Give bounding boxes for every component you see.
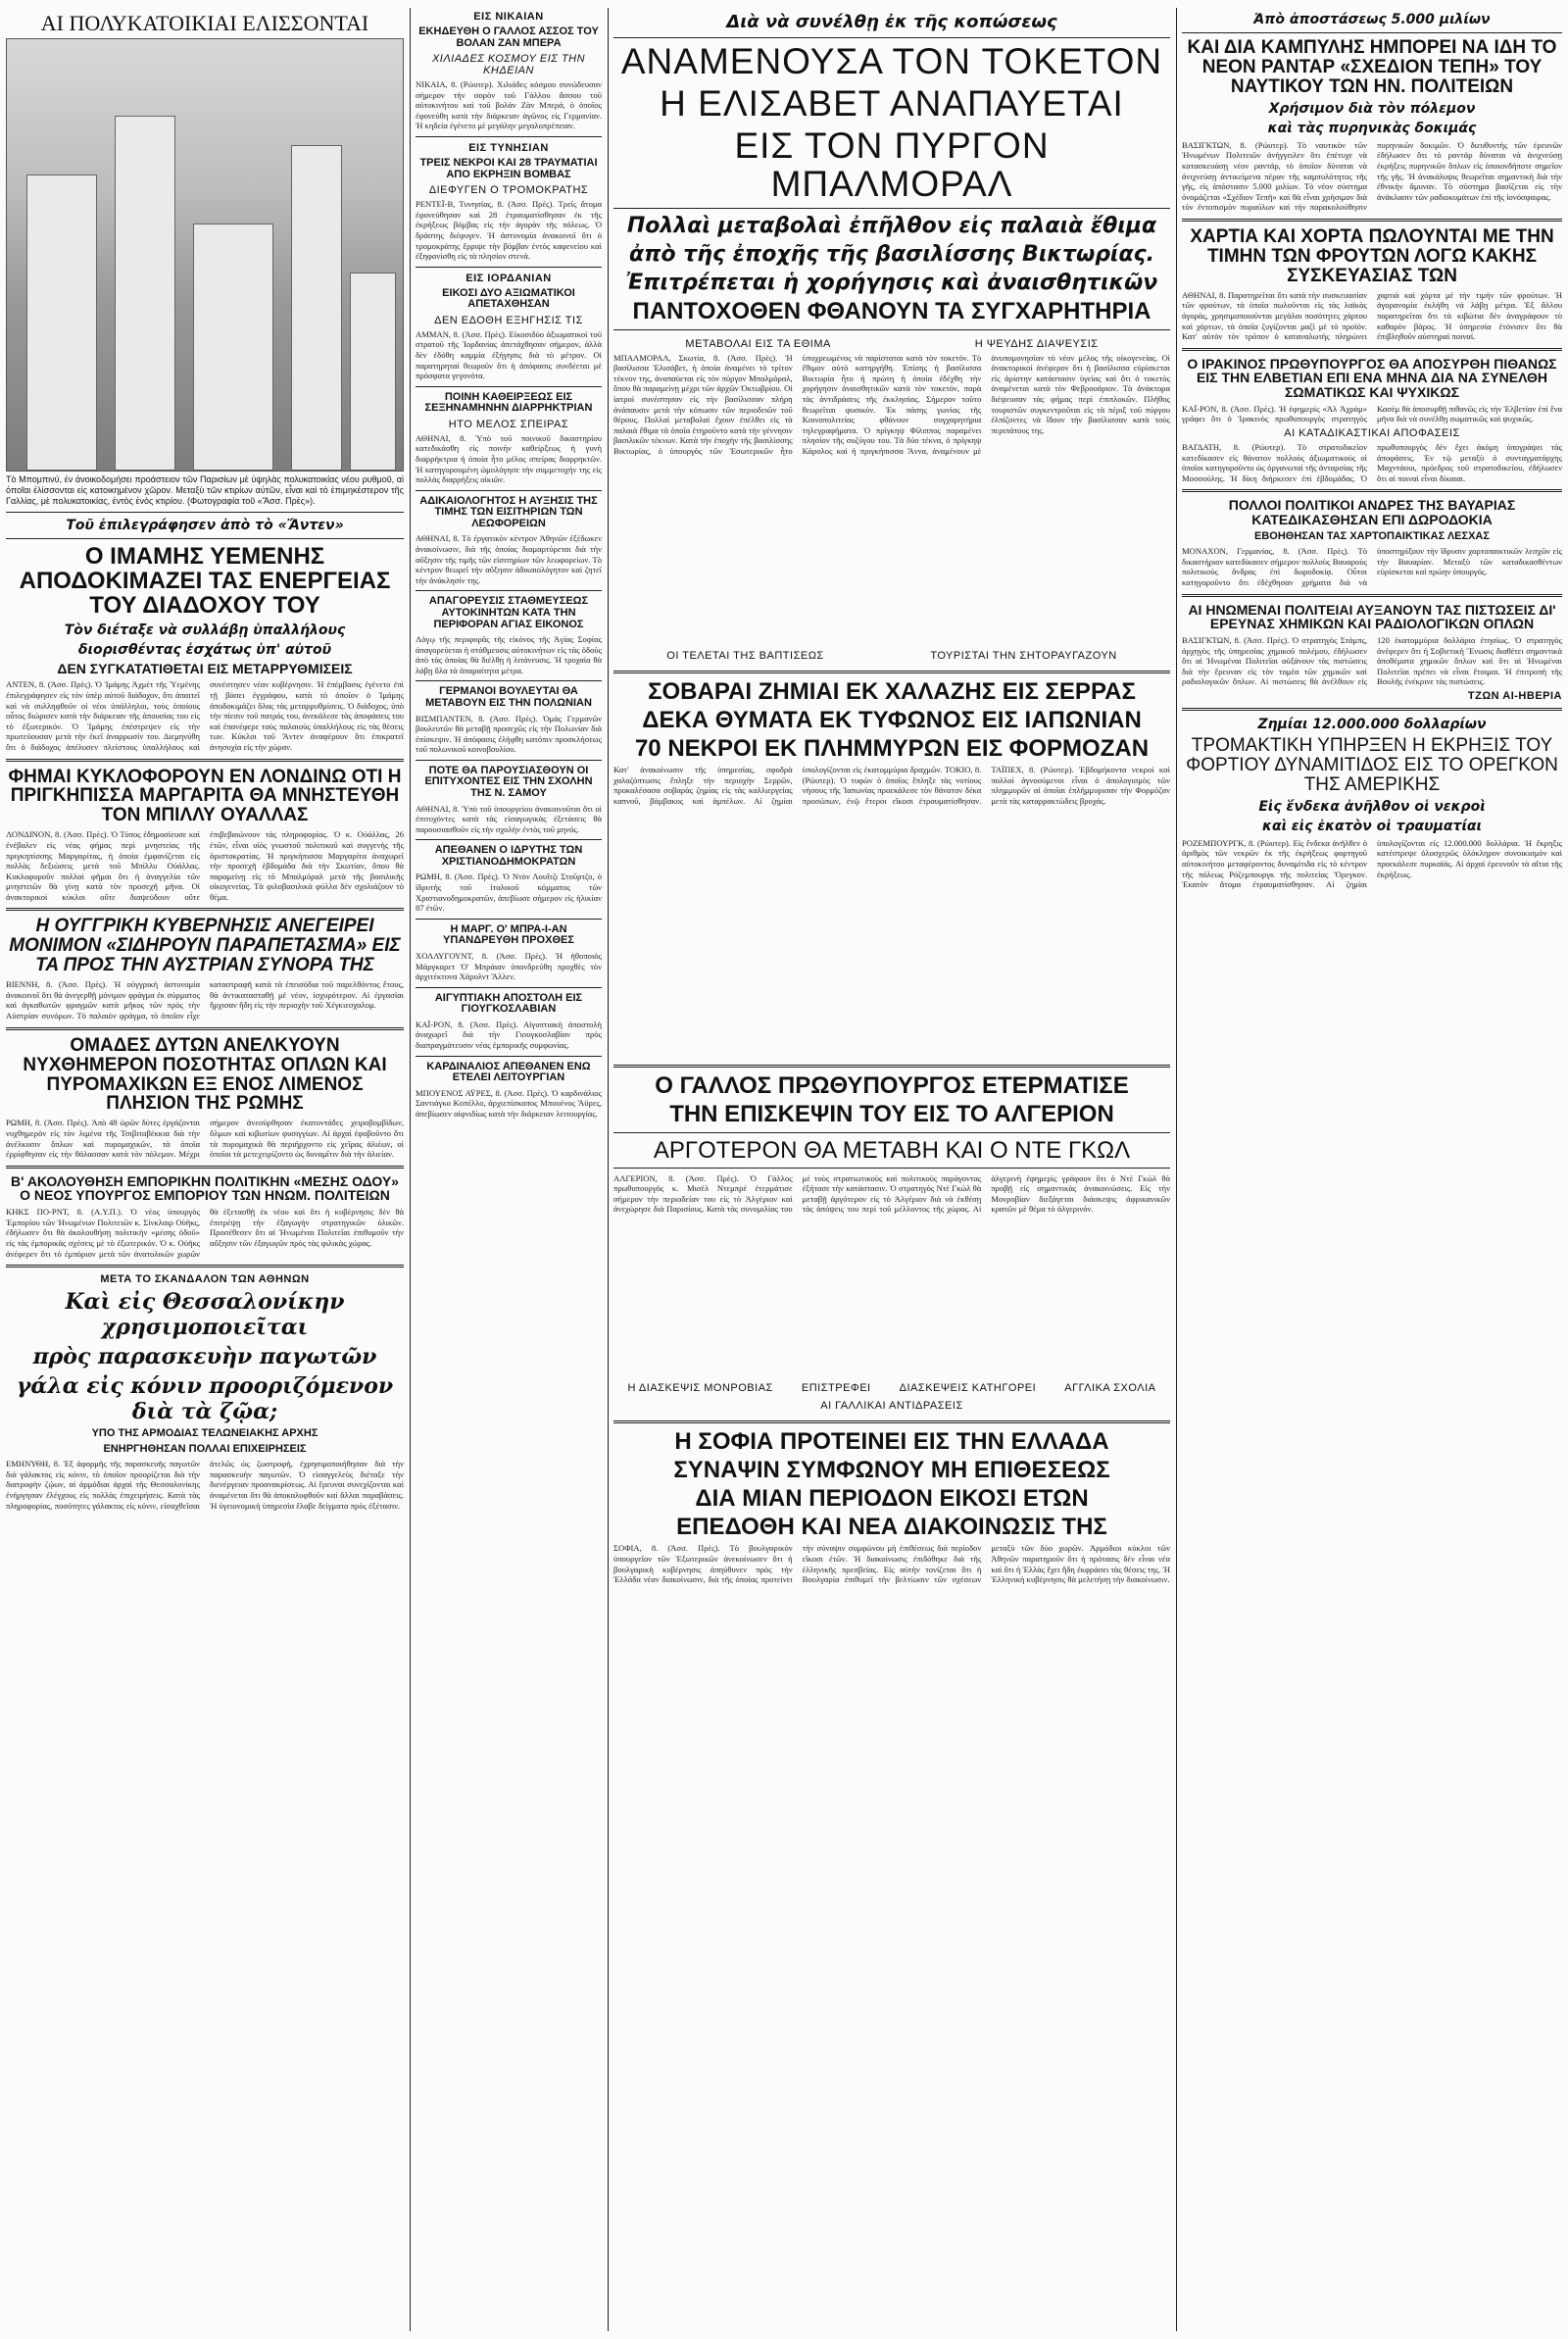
article-headline: ΕΙΚΟΣΙ ΔΥΟ ΑΞΙΩΜΑΤΙΚΟΙ ΑΠΕΤΑΧΘΗΣΑΝ [442, 286, 575, 311]
article-subhead: ΕΝΗΡΓΗΘΗΣΑΝ ΠΟΛΛΑΙ ΕΠΙΧΕΙΡΗΣΕΙΣ [103, 1442, 307, 1455]
article-body: ΡΩΜΗ, 8. (Ἀσσ. Πρὲς). Ὁ Ντὸν Λουΐτζι Στοῦρτζο, ὁ ἱδρυτὴς τοῦ ἰταλικοῦ κόμματος τῶν Χριστιανοδημοκρατῶν, ἀπεβίωσε σήμερον εἰς ἡλικίαν 87 ἐτῶν. [416, 871, 602, 914]
article-body: ΚΗΚΣ ΠΟ-ΡΝΤ, 8. (Α.Υ.Π.). Ὁ νέος ὑπουργὸς Ἐμπορίου τῶν Ἡνωμένων Πολιτειῶν κ. Σίνκλαιρ Οὐῆκς, ἐδήλωσεν ὅτι θὰ ἀκολουθήσῃ πολιτικὴν «μέσης ὁδοῦ» εἰς τὰς ἐμπορικὰς σχέσεις μὲ τὸ ἐξωτερικόν. Ὁ κ. Οὐῆκς ἀνέφερεν ὅτι τὸ ἐμπόριον μετὰ τῶν ἀνατολικῶν χωρῶν θὰ ἐξετασθῇ ἐκ νέου καὶ ὅτι ἡ κυβέρνησις δὲν θὰ ἐπιτρέψῃ τὴν ἐξαγωγὴν στρατηγικῶν ὑλικῶν. Προσέθεσεν ὅτι αἱ Ἡνωμέναι Πολιτεῖαι ἐπιθυμοῦν τὴν αὔξησιν τῶν ἐξαγωγῶν πρὸς τὰς φιλικὰς χώρας. [6, 1207, 404, 1259]
article-headline: ΤΡΕΙΣ ΝΕΚΡΟΙ ΚΑΙ 28 ΤΡΑΥΜΑΤΙΑΙ ΑΠΟ ΕΚΡΗΞΙΝ ΒΟΜΒΑΣ [419, 157, 598, 180]
article-headline: ΠΟΙΝΗ ΚΑΘΕΙΡΞΕΩΣ ΕΙΣ ΣΕΞΗΝΑΜΗΝΗΝ ΔΙΑΡΡΗΚΤΡΙΑΝ [424, 390, 593, 415]
article-headline: Ο ΓΑΛΛΟΣ ΠΡΩΘΥΠΟΥΡΓΟΣ ΕΤΕΡΜΑΤΙΣΕ [655, 1072, 1129, 1100]
article-subhead: διορισθέντας ἐσχάτως ὑπ' αὐτοῦ [77, 641, 332, 658]
article-headline: ΑΙ ΗΝΩΜΕΝΑΙ ΠΟΛΙΤΕΙΑΙ ΑΥΞΑΝΟΥΝ ΤΑΣ ΠΙΣΤΩΣΕΙΣ ΔΙ' ΕΡΕΥΝΑΣ ΧΗΜΙΚΩΝ ΚΑΙ ΡΑΔΙΟΛΟΓΙΚΩΝ ΟΠΛΩΝ [1188, 601, 1556, 632]
article-body: ΒΙΕΝΝΗ, 8. (Ἀσσ. Πρὲς). Ἡ οὐγγρικὴ ἀστυνομία ἀνακοινοῖ ὅτι θὰ ἀνεγερθῇ μόνιμον φράγμα ἐκ σύρματος καὶ ἀγκαθωτῶν φραγμῶν κατὰ μῆκος τῶν πρὸς τὴν Αὐστρίαν συνόρων. Τὸ παλαιὸν φράγμα, τὸ ὁποῖον εἶχε καταστραφῆ κατὰ τὰ ἐπεισόδια τοῦ παρελθόντος ἔτους, θὰ ἀντικατασταθῇ μὲ νέον, ἰσχυρότερον. Αἱ ἐργασίαι ἤρχισαν ἤδη εἰς τὴν περιοχὴν τοῦ Χέγκιεσχαλομ. [6, 979, 404, 1021]
article-headline: Η ΕΛΙΣΑΒΕΤ ΑΝΑΠΑΥΕΤΑΙ [660, 82, 1124, 124]
article-headline: ΑΠΑΓΟΡΕΥΣΙΣ ΣΤΑΘΜΕΥΣΕΩΣ ΑΥΤΟΚΙΝΗΤΩΝ ΚΑΤΑ ΤΗΝ ΠΕΡΙΦΟΡΑΝ ΑΓΙΑΣ ΕΙΚΟΝΟΣ [428, 595, 589, 630]
article-kicker: Διὰ νὰ συνέλθῃ ἐκ τῆς κοπώσεως [726, 12, 1057, 32]
article-body: ΡΟΖΕΜΠΟΥΡΓΚ, 8. (Ρώυτερ). Εἰς ἕνδεκα ἀνῆλθεν ὁ ἀριθμὸς τῶν νεκρῶν ἐκ τῆς ἐκρήξεως φορτηγοῦ αὐτοκινήτου μεταφέροντος δυναμίτιδα εἰς τὸ κέντρον τῆς πόλεως Ρόζεμπουργκ τῆς πολιτείας Ὄρεγκον. Ἑκατὸν ἄτομα ἐτραυματίσθησαν. Αἱ ζημίαι ὑπολογίζονται εἰς 12.000.000 δολλάρια. Ἡ ἔκρηξις κατέστρεψε ὁλοσχερῶς ὁλόκληρον συνοικισμὸν καὶ προεκάλεσε πυρκαϊάς. Αἱ ἀρχαὶ ἐρευνοῦν τὰ αἴτια τῆς ἐκρήξεως. [1182, 837, 1562, 890]
article-body: ΒΙΣΜΠΑΝΤΕΝ, 8. (Ἀσσ. Πρὲς). Ὁμὰς Γερμανῶν βουλευτῶν θὰ μεταβῇ προσεχῶς εἰς τὴν Πολωνίαν διὰ ἐπίσκεψιν. Ἡ ἀπόφασις ἐλήφθη κατόπιν προσκλήσεως τοῦ πολωνικοῦ κοινοβουλίου. [416, 713, 602, 755]
article-body: ΒΑΣΙΓΚΤΩΝ, 8. (Ἀσσ. Πρὲς). Ὁ στρατηγὸς Στάμπς, ἀρχηγὸς τῆς ὑπηρεσίας χημικοῦ πολέμου, ἐδήλωσεν ὅτι αἱ Ἡνωμέναι Πολιτεῖαι αὐξάνουν τὰς πιστώσεις διὰ τὴν ἔρευναν εἰς τὸν τομέα τῶν χημικῶν καὶ ραδιολογικῶν ὅπλων. Αἱ πιστώσεις θὰ ἀνέλθουν εἰς 120 ἑκατομμύρια δολλάρια ἐτησίως. Ὁ στρατηγὸς ἀνέφερεν ὅτι ἡ Σοβιετικὴ Ἕνωσις διαθέτει σημαντικὰ ἀποθέματα χημικῶν ὅπλων καὶ ὅτι αἱ Ἡνωμέναι Πολιτεῖαι πρέπει νὰ εἶναι ἕτοιμαι. Ἡ ἐπιτροπὴ τῆς Βουλῆς ἐνέκρινε τὰς πιστώσεις. [1182, 635, 1562, 687]
article-kicker: Ζημίαι 12.000.000 δολλαρίων [1257, 717, 1487, 733]
article-body: ΑΝΤΕΝ, 8. (Ἀσσ. Πρὲς). Ὁ Ἰμάμης Ἀχμὲτ τῆς Ὑεμένης ἐπιλεγράφησεν εἰς τὸν ὑπὲρ αὐτοῦ διάδοχον, ὅτι ἀπαιτεῖ καὶ νὰ συλληφθοῦν οἱ νέοι ὑπάλληλοι, τοὺς ὁποίους οὗτος διώρισεν κατὰ τὴν διάρκειαν τῆς ἀπουσίας του εἰς τὸ ἐξωτερικόν. Ὁ Ἰμάμης ἐπέστρεψεν εἰς τὴν πρωτεύουσαν μετὰ τὴν ἐκεῖ ἀναρρωσίν του. Διεμηνύθη ὅτι ὁ διάδοχος ἀπέλυσεν πλείστους ὑπαλλήλους καὶ συνέστησεν νέαν κυβέρνησιν. Ἡ ἐπέμβασις ἐγένετο ἐπὶ τῇ βάσει ἐγγράφου, κατὰ τὸ ὁποῖον ὁ Ἰμάμης ἀποδοκιμάζει ὅλας τὰς μεταρρυθμίσεις. Ὁ διάδοχος, ὑπὸ τὴν πίεσιν τοῦ πατρός του, ἀνεκάλεσε τὰς ἀποφάσεις του καὶ ἐπανέφερε τοὺς παλαιοὺς ὑπαλλήλους εἰς τὰς θέσεις των. Κύκλοι τοῦ Ἄντεν ἀναφέρουν ὅτι ἐπικρατεῖ ἀνησυχία εἰς τὴν χώραν. [6, 679, 404, 752]
article-headline: ΑΝΑΜΕΝΟΥΣΑ ΤΟΝ ΤΟΚΕΤΟΝ [620, 41, 1163, 81]
article-body: ΚΑΪ-ΡΟΝ, 8. (Ἀσσ. Πρὲς). Αἰγυπτιακὴ ἀποστολὴ ἀναχωρεῖ διὰ τὴν Γιουγκοσλαβίαν πρὸς διαπραγμάτευσιν νέας ἐμπορικῆς συμφωνίας. [416, 1019, 602, 1050]
section-label: ΤΟΥΡΙΣΤΑΙ ΤΗΝ ΣΗΤΟΡΑΥΓΑΖΟΥΝ [930, 649, 1117, 662]
article-kicker: ΕΙΣ ΤΥΝΗΣΙΑΝ [468, 142, 549, 155]
article-subhead: Τὸν διέταξε νὰ συλλάβῃ ὑπαλλήλους [64, 622, 346, 638]
article-headline: ΚΑΙ ΔΙΑ ΚΑΜΠΥΛΗΣ ΗΜΠΟΡΕΙ ΝΑ ΙΔΗ ΤΟ ΝΕΟΝ ΡΑΝΤΑΡ «ΣΧΕΔΙΟΝ ΤΕΠΗ» ΤΟΥ ΝΑΥΤΙΚΟΥ ΤΩΝ ΗΝ. ΠΟΛΙΤΕΙΩΝ [1187, 37, 1557, 97]
article-headline: ΦΗΜΑΙ ΚΥΚΛΟΦΟΡΟΥΝ ΕΝ ΛΟΝΔΙΝΩ ΟΤΙ Η ΠΡΙΓΚΗΠΙΣΣΑ ΜΑΡΓΑΡΙΤΑ ΘΑ ΜΝΗΣΤΕΥΘΗ ΤΟΝ ΜΠΙΛΛΥ ΟΥΑΛΛΑΣ [8, 766, 402, 826]
section-label: Η ΨΕΥΔΗΣ ΔΙΑΨΕΥΣΙΣ [974, 337, 1099, 350]
article-body: ΒΑΣΙΓΚΤΩΝ, 8. (Ρώυτερ). Τὸ ναυτικὸν τῶν Ἡνωμένων Πολιτειῶν ἀνήγγειλεν ὅτι ἐπέτυχε νὰ κατασκευάσῃ νέον ραντάρ, τὸ ὁποῖον δύναται νὰ ἀνιχνεύσῃ ἀντικείμενα πέραν τῆς καμπυλότητος τῆς γῆς, εἰς ἀπόστασιν 5.000 μιλίων. Τὸ νέον σύστημα ὀνομάζεται «Σχέδιον Τεπῆ» καὶ θὰ εἶναι χρήσιμον διὰ τὸν ἐντοπισμὸν πυραύλων καὶ τὴν παρακολούθησιν πυρηνικῶν δοκιμῶν. Ὁ διευθυντὴς τῶν ἐρευνῶν ἐδήλωσεν ὅτι τὸ ραντάρ δύναται νὰ ἀνιχνεύσῃ ἐκρήξεις πυρηνικῶν ὅπλων εἰς ὁποιονδήποτε σημεῖον τῆς γῆς. Ἡ ἀνακάλυψις θεωρεῖται σημαντικὴ διὰ τὴν ἐθνικὴν ἄμυναν. Τὸ σύστημα βασίζεται εἰς τὴν ἀνάκλασιν τῶν ραδιοκυμάτων ἐπὶ τῆς ἰονόσφαιρας. [1182, 139, 1562, 213]
article-body: ΑΘΗΝΑΙ, 8. Τὸ ἐργατικὸν κέντρον Ἀθηνῶν ἐξέδωκεν ἀνακοίνωσιν, διὰ τῆς ὁποίας διαμαρτύρεται διὰ τὴν αὔξησιν τῆς τιμῆς τῶν εἰσιτηρίων τῶν λεωφορείων. Τὸ κέντρον θεωρεῖ τὴν αὔξησιν ἀδικαιολόγητον καὶ ζητεῖ τὴν ἀνάκλησίν της. [416, 533, 602, 585]
article-headline: ΣΟΒΑΡΑΙ ΖΗΜΙΑΙ ΕΚ ΧΑΛΑΖΗΣ ΕΙΣ ΣΕΡΡΑΣ [648, 677, 1136, 705]
article-headline: ΚΑΡΔΙΝΑΛΙΟΣ ΑΠΕΘΑΝΕΝ ΕΝΩ ΕΤΕΛΕΙ ΛΕΙΤΟΥΡΓΙΑΝ [426, 1060, 591, 1084]
section-label: ΑΙ ΓΑΛΛΙΚΑΙ ΑΝΤΙΔΡΑΣΕΙΣ [820, 1399, 963, 1412]
column-2 [416, 8, 602, 1119]
article-kicker: Τοῦ ἐπιλεγράφησεν ἀπὸ τὸ «Ἄντεν» [66, 518, 344, 534]
article-body: ΑΜΜΑΝ, 8. (Ἀσσ. Πρὲς). Εἰκοσιδύο ἀξιωματικοὶ τοῦ στρατοῦ τῆς Ἰορδανίας ἀπετάχθησαν σήμερον, ἀλλὰ δὲν ἐδόθη καμμία ἐξήγησις διὰ τὸ μέτρον. Οἱ παρατηρηταὶ θεωροῦν ὅτι ἡ ἀπόφασις συνδέεται μὲ πρόσφατα γεγονότα. [416, 328, 602, 381]
column-4 [1182, 8, 1562, 890]
article-headline: Η ΟΥΓΓΡΙΚΗ ΚΥΒΕΡΝΗΣΙΣ ΑΝΕΓΕΙΡΕΙ ΜΟΝΙΜΟΝ «ΣΙΔΗΡΟΥΝ ΠΑΡΑΠΕΤΑΣΜΑ» ΕΙΣ ΤΑ ΠΡΟΣ ΤΗΝ ΑΥΣΤΡΙΑΝ ΣΥΝΟΡΑ ΤΗΣ [9, 916, 401, 976]
article-headline: ΟΜΑΔΕΣ ΔΥΤΩΝ ΑΝΕΛΚΥΟΥΝ ΝΥΧΘΗΜΕΡΟΝ ΠΟΣΟΤΗΤΑΣ ΟΠΛΩΝ ΚΑΙ ΠΥΡΟΜΑΧΙΚΩΝ ΕΞ ΕΝΟΣ ΛΙΜΕΝΟΣ ΠΛΗΣΙΟΝ ΤΗΣ ΡΩΜΗΣ [23, 1034, 387, 1115]
article-headline: ΕΙΣ ΤΟΝ ΠΥΡΓΟΝ ΜΠΑΛΜΟΡΑΛ [734, 124, 1050, 204]
article-headline: Ο ΙΜΑΜΗΣ ΥΕΜΕΝΗΣ ΑΠΟΔΟΚΙΜΑΖΕΙ ΤΑΣ ΕΝΕΡΓΕΙΑΣ ΤΟΥ ΔΙΑΔΟΧΟΥ ΤΟΥ [19, 543, 391, 620]
article-headline: ΓΕΡΜΑΝΟΙ ΒΟΥΛΕΥΤΑΙ ΘΑ ΜΕΤΑΒΟΥΝ ΕΙΣ ΤΗΝ ΠΟΛΩΝΙΑΝ [425, 685, 592, 710]
article-subhead: ΗΤΟ ΜΕΛΟΣ ΣΠΕΙΡΑΣ [448, 418, 569, 430]
article-headline: 70 ΝΕΚΡΟΙ ΕΚ ΠΛΗΜΜΥΡΩΝ ΕΙΣ ΦΟΡΜΟΖΑΝ [634, 734, 1150, 762]
article-headline: ΔΕΚΑ ΘΥΜΑΤΑ ΕΚ ΤΥΦΩΝΟΣ ΕΙΣ ΙΑΠΩΝΙΑΝ [642, 706, 1142, 733]
article-subhead: ΔΕΝ ΕΔΟΘΗ ΕΞΗΓΗΣΙΣ ΤΙΣ [434, 314, 583, 326]
article-subhead: ΕΒΟΗΘΗΣΑΝ ΤΑΣ ΧΑΡΤΟΠΑΙΚΤΙΚΑΣ ΛΕΣΧΑΣ [1254, 529, 1490, 542]
section-label: ΜΕΤΑΒΟΛΑΙ ΕΙΣ ΤΑ ΕΘΙΜΑ [685, 337, 831, 350]
article-kicker: ΜΕΤΑ ΤΟ ΣΚΑΝΔΑΛΟΝ ΤΩΝ ΑΘΗΝΩΝ [100, 1273, 310, 1286]
article-headline: ΔΙΑ ΜΙΑΝ ΠΕΡΙΟΔΟΝ ΕΙΚΟΣΙ ΕΤΩΝ [695, 1485, 1089, 1513]
article-subhead: ΧΙΛΙΑΔΕΣ ΚΟΣΜΟΥ ΕΙΣ ΤΗΝ ΚΗΔΕΙΑΝ [431, 53, 586, 77]
article-headline: ΣΥΝΑΨΙΝ ΣΥΜΦΩΝΟΥ ΜΗ ΕΠΙΘΕΣΕΩΣ [673, 1456, 1110, 1483]
column-rule [608, 8, 609, 2331]
article-body: Λόγῳ τῆς περιφορᾶς τῆς εἰκόνος τῆς Ἁγίας Σοφίας ἀπαγορεύεται ἡ στάθμευσις αὐτοκινήτων εἰς τὰς ὁδοὺς ἀπὸ τὰς ὁποίας θὰ διέλθῃ ἡ λιτάνευσις. Ἡ τροχαία θὰ λάβῃ ὅλα τὰ ἀπαραίτητα μέτρα. [416, 634, 602, 675]
photo-caption: Τὸ Μπομπινύ, ἐν ἀνοικοδομήσει προάστειον τῶν Παρισίων μὲ ὑψηλὰς πολυκατοικίας νέου ρυθμοῦ, αἱ ὁποῖαι ἑλίσσονται εἰς κατοικημένον χῶρον. Μεταξὺ τῶν κτιρίων αὐτῶν, εἶναι καὶ τὸ ἐπιμηκέστερον τῆς Γαλλίας, μὲ πολυκατοικίας, ἐντὸς ἑνὸς κτιρίου. (Φωτογραφία τοῦ «Ἄσσ. Πρὲς»). [6, 474, 404, 507]
photo-apartments [6, 38, 404, 472]
article-kicker: ΕΙΣ ΙΟΡΔΑΝΙΑΝ [466, 272, 552, 284]
article-body: ΑΛΓΕΡΙΟΝ, 8. (Ἀσσ. Πρὲς). Ὁ Γάλλος πρωθυπουργὸς κ. Μισὲλ Ντεμπρὲ ἐτερμάτισε σήμερον τὴν περιοδείαν του εἰς τὸ Ἀλγέριον καὶ ἀνεχώρησε διὰ Παρισίους. Κατὰ τὰς συνομιλίας του μὲ τοὺς στρατιωτικοὺς καὶ πολιτικοὺς παράγοντας ἐξήτασε τὴν κατάστασιν. Ὁ στρατηγὸς Ντὲ Γκὼλ θὰ μεταβῇ ἀργότερον εἰς τὸ Ἀλγέριον διὰ νὰ ἐκθέσῃ τὰς ἀπόψεις του περὶ τοῦ μέλλοντος τῆς χώρας. Αἱ ἀλγερινὴ ἐφημερὶς γράφουν ὅτι ὁ Ντὲ Γκὼλ θὰ προβῇ εἰς σημαντικὰς ἀνακοινώσεις. Εἰς τὴν Μονροβίαν διεξάγεται διάσκεψις ἀφρικανικῶν κρατῶν μὲ θέμα τὸ ἀλγερινόν. [613, 1172, 1170, 1215]
article-body: ΑΘΗΝΑΙ, 8. Ὑπὸ τοῦ ὑπουργείου ἀνακοινοῦται ὅτι οἱ ἐπιτυχόντες κατὰ τὰς εἰσαγωγικὰς ἐξετάσεις θὰ παρουσιασθοῦν εἰς τὴν σχολὴν ἐντὸς τοῦ μηνός. [416, 803, 602, 834]
article-body: Κατ' ἀνακοίνωσιν τῆς ὑπηρεσίας, σφοδρὰ χαλαζόπτωσις ἔπληξε τὴν περιοχὴν Σερρῶν, προκαλέσασα σοβαρὰς ζημίας εἰς τὰς καλλιεργείας καπνοῦ, βάμβακος καὶ ἀμπέλων. Αἱ ζημίαι ὑπολογίζονται εἰς ἑκατομμύρια δραχμῶν. ΤΟΚΙΟ, 8. (Ρώυτερ). Ὁ τυφὼν ὁ ὁποῖος ἔπληξε τὰς νοτίους νήσους τῆς Ἰαπωνίας προεκάλεσε τὸν θάνατον δέκα προσώπων, ἐνῷ ἕτεροι εἴκοσι ἐτραυματίσθησαν. ΤΑΪΠΕΧ, 8. (Ρώυτερ). Ἑβδομήκοντα νεκροὶ καὶ πολλοὶ ἀγνοούμενοι εἶναι ὁ ἀπολογισμὸς τῶν πλημμυρῶν αἱ ὁποῖαι ἐπλήμμυρισαν τὴν Φορμόζαν μετὰ τὰς καταρρακτώδεις βροχάς. [613, 765, 1170, 806]
section-label: ΕΠΙΣΤΡΕΦΕΙ [801, 1381, 871, 1394]
article-subhead: ΥΠΟ ΤΗΣ ΑΡΜΟΔΙΑΣ ΤΕΛΩΝΕΙΑΚΗΣ ΑΡΧΗΣ [91, 1427, 318, 1440]
article-kicker: Ἀπὸ ἀποστάσεως 5.000 μιλίων [1253, 12, 1491, 27]
article-subhead: καὶ εἰς ἑκατὸν οἱ τραυματίαι [1262, 818, 1482, 834]
article-subhead: ΠΑΝΤΟΧΟΘΕΝ ΦΘΑΝΟΥΝ ΤΑ ΣΥΓΧΑΡΗΤΗΡΙΑ [632, 298, 1152, 325]
article-subhead: Πολλαὶ μεταβολαὶ ἐπῆλθον εἰς παλαιὰ ἔθιμα [626, 214, 1157, 239]
article-headline: ΤΡΟΜΑΚΤΙΚΗ ΥΠΗΡΞΕΝ Η ΕΚΡΗΞΙΣ ΤΟΥ ΦΟΡΤΙΟΥ ΔΥΝΑΜΙΤΙΔΟΣ ΕΙΣ ΤΟ ΟΡΕΓΚΟΝ ΤΗΣ ΑΜΕΡΙΚΗΣ [1186, 735, 1558, 795]
column-1 [6, 8, 404, 1511]
article-headline: Ο ΙΡΑΚΙΝΟΣ ΠΡΩΘΥΠΟΥΡΓΟΣ ΘΑ ΑΠΟΣΥΡΘΗ ΠΙΘΑΝΩΣ ΕΙΣ ΤΗΝ ΕΛΒΕΤΙΑΝ ΕΠΙ ΕΝΑ ΜΗΝΑ ΔΙΑ ΝΑ ΣΥΝΕΛΘΗ ΣΩΜΑΤΙΚΩΣ ΚΑΙ ΨΥΧΙΚΩΣ [1187, 355, 1557, 401]
article-headline: γάλα εἰς κόνιν προοριζόμενον διὰ τὰ ζῷα; [16, 1373, 394, 1425]
article-headline: Β' ΑΚΟΛΟΥΘΗΣΗ ΕΜΠΟΡΙΚΗΝ ΠΟΛΙΤΙΚΗΝ «ΜΕΣΗΣ ΟΔΟΥ» Ο ΝΕΟΣ ΥΠΟΥΡΓΟΣ ΕΜΠΟΡΙΟΥ ΤΩΝ ΗΝΩΜ. ΠΟΛΙΤΕΙΩΝ [11, 1172, 399, 1204]
article-signature: ΤΖΩΝ ΑΙ-ΗΒΕΡΙΑ [1467, 690, 1562, 703]
article-headline: ΠΟΛΛΟΙ ΠΟΛΙΤΙΚΟΙ ΑΝΔΡΕΣ ΤΗΣ ΒΑΥΑΡΙΑΣ ΚΑΤΕΔΙΚΑΣΘΗΣΑΝ ΕΠΙ ΔΩΡΟΔΟΚΙΑ [1228, 497, 1516, 528]
section-label: ΑΙ ΚΑΤΑΔΙΚΑΣΤΙΚΑΙ ΑΠΟΦΑΣΕΙΣ [1284, 427, 1460, 439]
article-headline: ΕΠΕΔΟΘΗ ΚΑΙ ΝΕΑ ΔΙΑΚΟΙΝΩΣΙΣ ΤΗΣ [676, 1514, 1107, 1541]
section-label: ΑΓΓΛΙΚΑ ΣΧΟΛΙΑ [1064, 1381, 1156, 1394]
article-body: ΜΟΝΑΧΟΝ, Γερμανίας, 8. (Ἀσσ. Πρὲς). Τὸ δικαστήριον κατεδίκασεν σήμερον πολλοὺς Βαυαροὺς πολιτικοὺς ἄνδρας ἐπὶ δωροδοκίᾳ. Οὗτοι κατηγοροῦντο ὅτι ἐδέχθησαν χρήματα διὰ νὰ ὑποστηρίξουν τὴν ἵδρυσιν χαρτοπαικτικῶν λεσχῶν εἰς τὴν Βαυαρίαν. Μεταξὺ τῶν καταδικασθέντων εὑρίσκεται καὶ πρώην ὑπουργός. [1182, 546, 1562, 588]
article-body: ΚΑΪ-ΡΟΝ, 8. (Ἀσσ. Πρὲς). Ἡ ἐφημερὶς «Ἀλ Ἀχράμ» γράφει ὅτι ὁ Ἰρακινὸς πρωθυπουργὸς στρατηγὸς Κασὲμ θὰ ἀποσυρθῇ πιθανῶς εἰς τὴν Ἐλβετίαν ἐπὶ ἕνα μῆνα διὰ νὰ συνέλθῃ σωματικῶς καὶ ψυχικῶς. [1182, 403, 1562, 424]
article-body: ΡΩΜΗ, 8. (Ἀσσ. Πρὲς). Ἀπὸ 48 ὡρῶν δύτες ἐργάζονται νυχθημερὸν εἰς τὸν λιμένα τῆς Τσιβιταβέκκια διὰ τὴν ἀνέλκυσιν ὅπλων καὶ πυρομαχικῶν, τὰ ὁποῖα ἐρρίφθησαν εἰς τὴν θάλασσαν κατὰ τὸν πόλεμον. Μέχρι σήμερον ἀνεσύρθησαν ἐκατοντάδες χειροβομβίδων, ὅλμων καὶ κιβωτίων φυσιγγίων. Αἱ ἀρχαὶ ἐφοβοῦντο ὅτι τὰ πυρομαχικὰ θὰ περιήρχοντο εἰς χεῖρας ἀλιέων, οἱ ὁποῖοι τὰ μετεχειρίζοντο ὡς δυναμῖτιν διὰ τὴν ἁλιείαν. [6, 1118, 404, 1160]
article-body: ΒΑΓΔΑΤΗ, 8. (Ρώυτερ). Τὸ στρατοδικεῖον κατεδίκασεν εἰς θάνατον πολλοὺς ἀξιωματικούς οἱ ὁποῖοι κατηγοροῦντο ὡς ὀργανωταὶ τῆς ἀνταρσίας τῆς Μοσσούλης. Ἡ δίκη διήρκεσεν ἐπὶ ἑβδομάδας. Ὁ πρωθυπουργὸς δὲν ἔχει ἀκόμη ὑπογράψει τὰς ἀποφάσεις. Ἐν τῷ μεταξὺ ὁ συνταγματάρχης Μαχντάουι, πρόεδρος τοῦ στρατοδικείου, ἐδήλωσεν ὅτι αἱ ποιναὶ εἶναι δίκαιαι. [1182, 442, 1562, 483]
article-kicker: ΕΙΣ ΝΙΚΑΙΑΝ [473, 11, 544, 23]
column-center [613, 8, 1170, 1768]
section-label: ΔΙΑΣΚΕΨΕΙΣ ΚΑΤΗΓΟΡΕΙ [899, 1381, 1037, 1394]
article-body: ΡΕΝΤΕΪ-Β, Τυνησίας, 8. (Ἀσσ. Πρὲς). Τρεῖς ἄτομα ἐφονεύθησαν καὶ 28 ἐτραυματίσθησαν ἐκ τῆς ἐκρήξεως βόμβας εἰς τὴν ἀγορὰν τῆς πόλεως. Ὁ δράστης διέφυγεν. Ἡ ἀστυνομία ἀνακοινοῖ ὅτι ὁ τρομοκράτης ἔρριψε τὴν βόμβαν ἐντὸς καφενείου καὶ ἐξηφανίσθη εἰς τὰ πλησίον στενά. [416, 199, 602, 262]
article-body: ΑΘΗΝΑΙ, 8. Ὑπὸ τοῦ ποινικοῦ δικαστηρίου κατεδικάσθη εἰς ποινὴν καθείρξεως ἡ γυνὴ διαρρήκτρια ἡ ὁποία ἦτο μέλος σπείρας διαρρηκτῶν. Ἡ κατηγορουμένη ὡμολόγησε τὴν συμμετοχήν της εἰς πολλὰς διαρρήξεις οἰκιῶν. [416, 432, 602, 485]
article-body: ΜΠΑΛΜΟΡΑΛ, Σκωτία, 8. (Ἀσσ. Πρὲς). Ἡ βασίλισσα Ἐλισάβετ, ἡ ὁποία ἀναμένει τὸ τρίτον τέκνον της, ἀναπαύεται εἰς τὸν πύργον Μπαλμόραλ, ὅπου θὰ παραμείνῃ μέχρι τῶν ἀρχῶν Ὀκτωβρίου. Οἱ ἰατροὶ συνέστησαν εἰς τὴν βασίλισσαν πλήρη ἀνάπαυσιν μετὰ τὴν κόπωσιν τῶν περιοδειῶν τοῦ θέρους. Πολλαὶ μεταβολαὶ ἔχουν ἐπέλθει εἰς τὰ παλαιὰ ἔθιμα τὰ ὁποῖα ἐτηροῦντο κατὰ τὴν γέννησιν βασιλικῶν τέκνων. Κατὰ τὴν ἐποχὴν τῆς βασιλίσσης Βικτωρίας, ὁ ὑπουργὸς τῶν Ἐσωτερικῶν ἦτο ὑποχρεωμένος νὰ παρίσταται κατὰ τὸν τοκετόν. Τὸ ἔθιμον αὐτὸ κατηργήθη. Ἐπίσης ἡ βασίλισσα Βικτωρία ἦτο ἡ πρώτη ἡ ὁποία ἐδέχθη τὴν χορήγησιν ἀναισθητικῶν κατὰ τὸν τοκετόν, παρὰ τὰς ἀντιδράσεις τῆς ἐκκλησίας. Σήμερον τοῦτο θεωρεῖται φυσικόν. Ἐκ πάσης γωνίας τῆς Κοινοπολιτείας φθάνουν συγχαρητήρια τηλεγραφήματα. Ὁ πρίγκηψ Φίλιππος παραμένει πλησίον τῆς συζύγου του. Τὰ δύο τέκνα, ὁ πρίγκηψ Κάρολος καὶ ἡ πριγκήπισσα Ἄννα, ἀναμένουν μὲ ἀνυπομονησίαν τὸ νέον μέλος τῆς οἰκογενείας. Οἱ ἀνακτορικοὶ ἀνέφερον ὅτι ἡ βασίλισσα εὑρίσκεται εἰς ἀρίστην κατάστασιν ὑγείας καὶ ὅτι ὁ τοκετὸς ἀναμένεται κατὰ τὸν Φεβρουάριον. Τὰ ἀνάκτορα διέψευσαν τὰς φήμας περὶ ἐπιπλοκῶν. Πλῆθος τουριστῶν συγκεντροῦται εἰς τὰ πέριξ τοῦ πύργου ἐλπίζοντες νὰ ἴδουν τὴν βασίλισσαν κατὰ τοὺς περιπάτους της. [613, 352, 1170, 456]
article-headline: ΑΙΓΥΠΤΙΑΚΗ ΑΠΟΣΤΟΛΗ ΕΙΣ ΓΙΟΥΓΚΟΣΛΑΒΙΑΝ [434, 991, 583, 1016]
article-body: ΧΟΛΛΥΓΟΥΝΤ, 8. (Ἀσσ. Πρὲς). Ἡ ἠθοποιὸς Μάργκαρετ Ὀ' Μπράιαν ὑπανδρεύθη προχθὲς τὸν ἀρχιτέκτονα Χάρολντ Ἄλλεν. [416, 950, 602, 982]
article-headline: ΑΠΕΘΑΝΕΝ Ο ΙΔΡΥΤΗΣ ΤΩΝ ΧΡΙΣΤΙΑΝΟΔΗΜΟΚΡΑΤΩΝ [434, 844, 583, 868]
article-body: ΜΠΟΥΕΝΟΣ ΑΫΡΕΣ, 8. (Ἀσσ. Πρὲς). Ὁ καρδινάλιος Σαντιάγκο Κοπέλλο, ἀρχιεπίσκοπος Μπουένος Ἄϋρες, ἀπεβίωσεν αἰφνιδίως κατὰ τὴν διάρκειαν λειτουργίας. [416, 1087, 602, 1119]
article-body: ΛΟΝΔΙΝΟΝ, 8. (Ἀσσ. Πρὲς). Ὁ Τύπος ἐδημοσίευσε καὶ ἐνέβαλεν εἰς νέας φήμας περὶ μνηστείας τῆς πριγκηπίσσης Μαργαρίτας, ἡ ὁποία ἐμφανίζεται εἰς πολλὰς δεξιώσεις μετὰ τοῦ Μπίλλυ Οὐάλλας. Κυκλοφοροῦν πολλαὶ φῆμαι ὅτι ἡ ἀναγγελία τῶν μνηστειῶν θὰ γίνῃ κατὰ τὸν προσεχῆ μῆνα. Οἱ ἀνακτορικοὶ κύκλοι οὔτε διαψεύδουν οὔτε ἐπιβεβαιώνουν τὰς πληροφορίας. Ὁ κ. Οὐάλλας, 26 ἐτῶν, εἶναι υἱὸς γνωστοῦ πολιτικοῦ καὶ συγγενὴς τῆς ἀριστοκρατίας. Ἡ πριγκήπισσα Μαργαρίτα ἀναχωρεῖ τὴν προσεχῆ ἑβδομάδα διὰ τὴν Σκωτίαν, ὅπου θὰ παραμείνῃ εἰς τὸ Μπαλμόραλ μετὰ τῆς βασιλικῆς οἰκογενείας. Τὰ φιλοβασιλικὰ φύλλα δὲν σχολιάζουν τὸ θέμα. [6, 829, 404, 902]
article-body: ΑΘΗΝΑΙ, 8. Παρατηρεῖται ὅτι κατὰ τὴν συσκευασίαν τῶν φρούτων, τὰ ὁποῖα πωλοῦνται εἰς τὰς λαϊκὰς ἀγορὰς, χρησιμοποιοῦνται μεγάλαι ποσότητες χάρτου καὶ χόρτων, τὰ ὁποῖα ζυγίζονται μαζὶ μὲ τὸ προϊόν. Κατ' αὐτὸν τὸν τρόπον ὁ καταναλωτὴς πληρώνει χαρτιὰ καὶ χόρτα μὲ τὴν τιμὴν τῶν φρούτων. Ἡ ἀγορανομία ἐκλήθη νὰ λάβῃ μέτρα. Ἐξ ἄλλου παρατηρεῖται ὅτι τὰ κιβώτια δὲν ἀναγράφουν τὸ καθαρὸν βάρος. Ἡ ὑπηρεσία ἐτόνισεν ὅτι θὰ ἐπιβληθοῦν αὐστηραὶ ποιναί. [1182, 289, 1562, 342]
column-rule [410, 8, 411, 2331]
article-body: ΝΙΚΑΙΑ, 8. (Ρώυτερ). Χιλιάδες κόσμου συνώδευσαν σήμερον τὴν σορὸν τοῦ Γάλλου ἄσσου τοῦ αὐτοκινήτου καὶ τοῦ βολὰν Ζὰν Μπερά, ὁ ὁποῖος ἐφονεύθη κατὰ τὴν διάρκειαν ἀγῶνος εἰς Γερμανίαν. Ἡ κηδεία ἐγένετο μὲ μεγάλην μεγαλοπρέπειαν. [416, 79, 602, 131]
article-subhead: ἀπὸ τῆς ἐποχῆς τῆς βασιλίσσης Βικτωρίας. [628, 242, 1155, 268]
article-subhead: Ἐπιτρέπεται ἡ χορήγησις καὶ ἀναισθητικῶν [625, 271, 1158, 296]
article-headline: ΧΑΡΤΙΑ ΚΑΙ ΧΟΡΤΑ ΠΩΛΟΥΝΤΑΙ ΜΕ ΤΗΝ ΤΙΜΗΝ ΤΩΝ ΦΡΟΥΤΩΝ ΛΟΓΩ ΚΑΚΗΣ ΣΥΣΚΕΥΑΣΙΑΣ ΤΩΝ [1190, 225, 1554, 286]
article-subhead: ΔΕΝ ΣΥΓΚΑΤΑΤΙΘΕΤΑΙ ΕΙΣ ΜΕΤΑΡΡΥΘΜΙΣΕΙΣ [57, 660, 353, 676]
article-headline: ΕΚΗΔΕΥΘΗ Ο ΓΑΛΛΟΣ ΑΣΣΟΣ ΤΟΥ ΒΟΛΑΝ ΖΑΝ ΜΠΕΡΑ [418, 25, 599, 49]
article-headline: ΠΟΤΕ ΘΑ ΠΑΡΟΥΣΙΑΣΘΟΥΝ ΟΙ ΕΠΙΤΥΧΟΝΤΕΣ ΕΙΣ ΤΗΝ ΣΧΟΛΗΝ ΤΗΣ Ν. ΣΑΜΟΥ [424, 764, 593, 800]
article-subhead: ΔΙΕΦΥΓΕΝ Ο ΤΡΟΜΟΚΡΑΤΗΣ [428, 184, 589, 197]
article-subhead: Εἰς ἕνδεκα ἀνῆλθον οἱ νεκροὶ [1258, 798, 1486, 815]
article-subhead: Χρήσιμον διὰ τὸν πόλεμον [1268, 100, 1476, 117]
column-rule [1176, 8, 1177, 2331]
article-headline: ΤΗΝ ΕΠΙΣΚΕΨΙΝ ΤΟΥ ΕΙΣ ΤΟ ΑΛΓΕΡΙΟΝ [669, 1101, 1114, 1128]
article-body: ΣΟΦΙΑ, 8. (Ἀσσ. Πρὲς). Τὸ βουλγαρικὸν ὑπουργεῖον τῶν Ἐξωτερικῶν ἀνεκοίνωσεν ὅτι ἡ βουλγαρικὴ κυβέρνησις ἀπηύθυνεν πρὸς τὴν Ἑλλάδα νέαν διακοίνωσιν, διὰ τῆς ὁποίας προτείνει τὴν σύναψιν συμφώνου μὴ ἐπιθέσεως διὰ περίοδον εἴκοσι ἐτῶν. Ἡ διακοίνωσις ἐπιδόθηκε διὰ τῆς ἑλληνικῆς πρεσβείας. Εἰς αὐτὴν τονίζεται ὅτι ἡ Βουλγαρία ἐπιθυμεῖ τὴν βελτίωσιν τῶν σχέσεων μεταξὺ τῶν δύο χωρῶν. Ἀρμόδιοι κύκλοι τῶν Ἀθηνῶν παρατηροῦν ὅτι ἡ πρότασις δὲν εἶναι νέα καὶ ὅτι ἡ Ἑλλὰς ἔχει ἤδη ἐκφράσει τὰς θέσεις της. Ἡ Ἑλληνικὴ κυβέρνησις θὰ μελετήσῃ τὴν διακοίνωσιν. [613, 1543, 1170, 1585]
article-body: ΕΜΗΝΥΘΗ, 8. Ἐξ ἀφορμῆς τῆς παρασκευῆς παγωτῶν διὰ γάλακτος εἰς κόνιν, τὸ ὁποῖον προορίζεται διὰ τὴν διατροφὴν ζῴων, αἱ ἁρμόδιαι ἀρχαὶ τῆς Θεσσαλονίκης ἐνήργησαν ἐλέγχους εἰς πολλὰς ἐπιχειρήσεις. Κατὰ τὰς πληροφορίας, ποσότητες γάλακτος εἰς κόνιν, εἰσαχθεῖσαι ἀτελῶς ὡς ζωοτροφή, ἐχρησιμοποιήθησαν διὰ τὴν παρασκευὴν παγωτῶν. Ὁ εἰσαγγελεὺς διέταξε τὴν διενέργειαν προανακρίσεως. Αἱ ἔρευναι συνεχίζονται καὶ ἀναμένεται ὅτι θὰ ἀποκαλυφθοῦν καὶ ἄλλαι παραβάσεις. Ἡ ὑγειονομικὴ ὑπηρεσία ἔλαβε δείγματα πρὸς ἐξέτασιν. [6, 1459, 404, 1511]
section-label: ΟΙ ΤΕΛΕΤΑΙ ΤΗΣ ΒΑΠΤΙΣΕΩΣ [666, 649, 824, 662]
article-headline: Καὶ εἰς Θεσσαλονίκην χρησιμοποιεῖται [65, 1289, 345, 1341]
article-headline: ΑΙ ΠΟΛΥΚΑΤΟΙΚΙΑΙ ΕΛΙΣΣΟΝΤΑΙ [40, 11, 369, 35]
article-headline: Η ΜΑΡΓ. Ο' ΜΠΡΑ-Ι-ΑΝ ΥΠΑΝΔΡΕΥΘΗ ΠΡΟΧΘΕΣ [443, 922, 574, 947]
article-subhead: ΑΡΓΟΤΕΡΟΝ ΘΑ ΜΕΤΑΒΗ ΚΑΙ Ο ΝΤΕ ΓΚΩΛ [653, 1136, 1131, 1164]
article-headline: πρὸς παρασκευὴν παγωτῶν [32, 1344, 377, 1370]
article-subhead: καὶ τὰς πυρηνικὰς δοκιμάς [1267, 120, 1477, 136]
section-label: Η ΔΙΑΣΚΕΨΙΣ ΜΟΝΡΟΒΙΑΣ [627, 1381, 773, 1394]
article-headline: ΑΔΙΚΑΙΟΛΟΓΗΤΟΣ Η ΑΥΞΗΣΙΣ ΤΗΣ ΤΙΜΗΣ ΤΩΝ ΕΙΣΙΤΗΡΙΩΝ ΤΩΝ ΛΕΩΦΟΡΕΙΩΝ [419, 494, 598, 529]
article-headline: Η ΣΟΦΙΑ ΠΡΟΤΕΙΝΕΙ ΕΙΣ ΤΗΝ ΕΛΛΑΔΑ [674, 1427, 1109, 1455]
